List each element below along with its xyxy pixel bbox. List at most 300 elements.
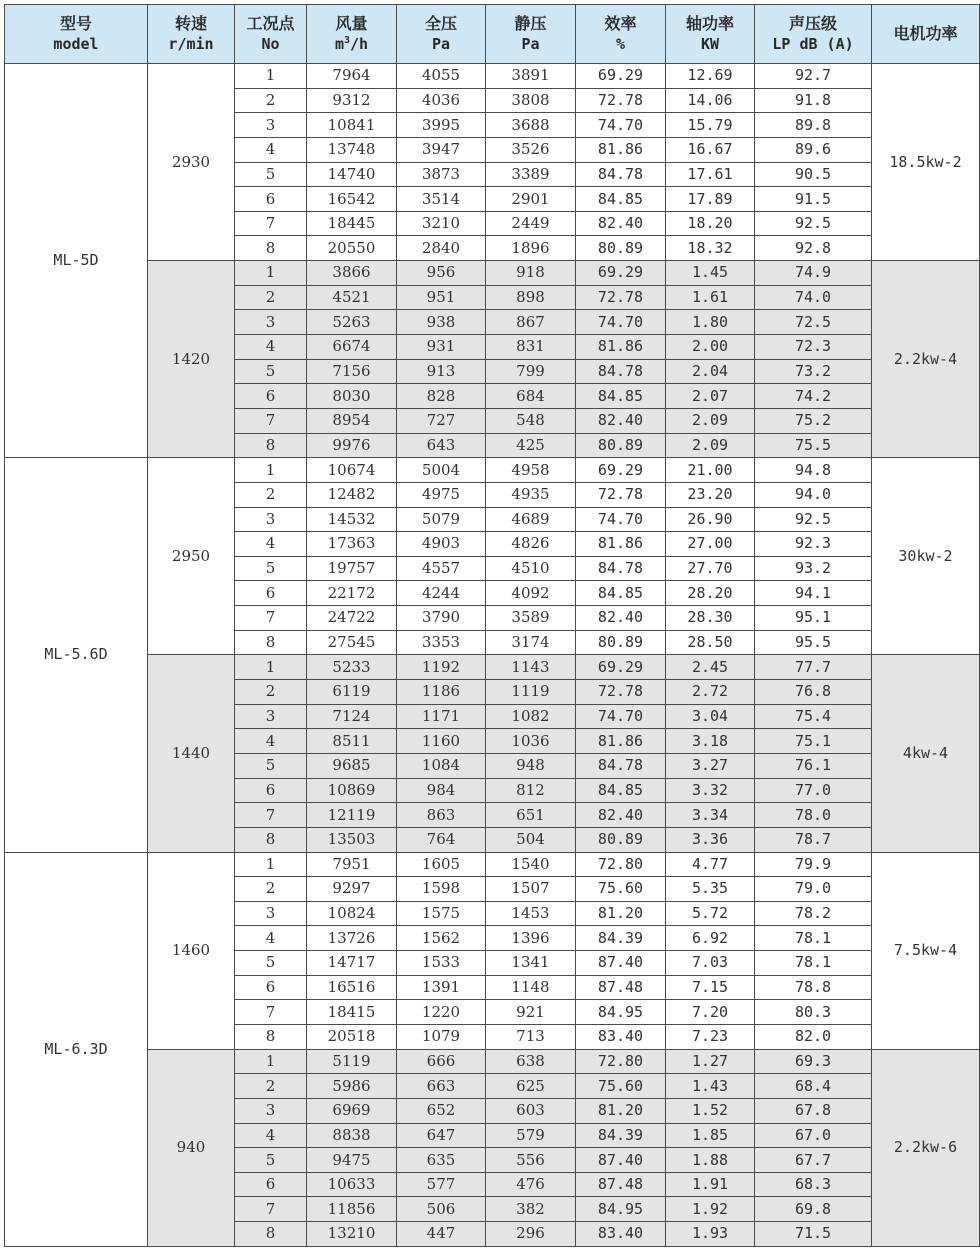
no-cell: 3	[235, 507, 307, 532]
sound-level-cell: 79.9	[755, 852, 872, 877]
sound-level-cell: 78.2	[755, 901, 872, 926]
flow-cell: 8954	[307, 408, 397, 433]
static-pressure-cell: 918	[486, 261, 576, 286]
static-pressure-cell: 579	[486, 1123, 576, 1148]
no-cell: 2	[235, 482, 307, 507]
sound-level-cell: 68.3	[755, 1172, 872, 1197]
flow-cell: 16516	[307, 975, 397, 1000]
sound-level-cell: 92.7	[755, 64, 872, 89]
no-cell: 3	[235, 113, 307, 138]
sound-level-cell: 72.3	[755, 335, 872, 360]
total-pressure-cell: 1598	[397, 877, 486, 902]
sound-level-cell: 73.2	[755, 359, 872, 384]
no-cell: 2	[235, 877, 307, 902]
total-pressure-cell: 727	[397, 408, 486, 433]
static-pressure-cell: 476	[486, 1172, 576, 1197]
efficiency-cell: 74.70	[576, 310, 666, 335]
efficiency-cell: 75.60	[576, 1074, 666, 1099]
efficiency-cell: 84.85	[576, 581, 666, 606]
total-pressure-cell: 931	[397, 335, 486, 360]
total-pressure-cell: 647	[397, 1123, 486, 1148]
static-pressure-cell: 556	[486, 1148, 576, 1173]
table-row	[5, 458, 980, 483]
flow-cell: 8511	[307, 729, 397, 754]
no-cell: 1	[235, 852, 307, 877]
flow-cell: 27545	[307, 630, 397, 655]
static-pressure-cell: 4958	[486, 458, 576, 483]
static-pressure-cell: 1507	[486, 877, 576, 902]
header-sp-en: Pa	[521, 35, 540, 53]
sound-level-cell: 77.7	[755, 655, 872, 680]
header-motor-cn: 电机功率	[893, 24, 958, 43]
shaft-power-cell: 1.85	[666, 1123, 755, 1148]
sound-level-cell: 75.2	[755, 408, 872, 433]
no-cell: 8	[235, 630, 307, 655]
no-cell: 6	[235, 187, 307, 212]
no-cell: 8	[235, 433, 307, 458]
total-pressure-cell: 635	[397, 1148, 486, 1173]
flow-cell: 8838	[307, 1123, 397, 1148]
no-cell: 6	[235, 1172, 307, 1197]
shaft-power-cell: 17.89	[666, 187, 755, 212]
header-row	[5, 5, 980, 64]
flow-cell: 6674	[307, 335, 397, 360]
sound-level-cell: 92.5	[755, 211, 872, 236]
efficiency-cell: 87.40	[576, 951, 666, 976]
efficiency-cell: 80.89	[576, 236, 666, 261]
flow-cell: 5119	[307, 1049, 397, 1074]
no-cell: 5	[235, 162, 307, 187]
fan-performance-table	[4, 4, 980, 1247]
shaft-power-cell: 28.20	[666, 581, 755, 606]
table-row	[5, 852, 980, 877]
static-pressure-cell: 867	[486, 310, 576, 335]
sound-level-cell: 80.3	[755, 1000, 872, 1025]
no-cell: 4	[235, 1123, 307, 1148]
total-pressure-cell: 3790	[397, 606, 486, 631]
efficiency-cell: 69.29	[576, 261, 666, 286]
efficiency-cell: 87.40	[576, 1148, 666, 1173]
shaft-power-cell: 3.36	[666, 827, 755, 852]
shaft-power-cell: 7.20	[666, 1000, 755, 1025]
header-eff-cn: 效率	[604, 14, 637, 33]
flow-cell: 14717	[307, 951, 397, 976]
shaft-power-cell: 17.61	[666, 162, 755, 187]
sound-level-cell: 92.8	[755, 236, 872, 261]
header-sound-level	[755, 5, 872, 64]
sound-level-cell: 76.1	[755, 753, 872, 778]
efficiency-cell: 72.78	[576, 482, 666, 507]
efficiency-cell: 80.89	[576, 433, 666, 458]
shaft-power-cell: 2.09	[666, 433, 755, 458]
flow-cell: 5233	[307, 655, 397, 680]
efficiency-cell: 84.39	[576, 926, 666, 951]
shaft-power-cell: 1.93	[666, 1222, 755, 1247]
efficiency-cell: 72.78	[576, 285, 666, 310]
flow-cell: 6969	[307, 1098, 397, 1123]
no-cell: 3	[235, 310, 307, 335]
sound-level-cell: 82.0	[755, 1024, 872, 1049]
efficiency-cell: 81.86	[576, 137, 666, 162]
flow-cell: 12482	[307, 482, 397, 507]
no-cell: 4	[235, 729, 307, 754]
shaft-power-cell: 2.04	[666, 359, 755, 384]
flow-cell: 9312	[307, 88, 397, 113]
shaft-power-cell: 2.07	[666, 384, 755, 409]
total-pressure-cell: 5004	[397, 458, 486, 483]
static-pressure-cell: 1453	[486, 901, 576, 926]
efficiency-cell: 69.29	[576, 655, 666, 680]
sound-level-cell: 75.1	[755, 729, 872, 754]
total-pressure-cell: 663	[397, 1074, 486, 1099]
table-row	[5, 1049, 980, 1074]
no-cell: 7	[235, 1197, 307, 1222]
sound-level-cell: 78.0	[755, 803, 872, 828]
total-pressure-cell: 3210	[397, 211, 486, 236]
total-pressure-cell: 2840	[397, 236, 486, 261]
flow-cell: 10841	[307, 113, 397, 138]
sound-level-cell: 68.4	[755, 1074, 872, 1099]
header-model-cn: 型号	[59, 14, 92, 33]
sound-level-cell: 89.8	[755, 113, 872, 138]
shaft-power-cell: 1.43	[666, 1074, 755, 1099]
efficiency-cell: 80.89	[576, 827, 666, 852]
motor-power-cell: 2.2kw-4	[872, 261, 980, 458]
total-pressure-cell: 1192	[397, 655, 486, 680]
total-pressure-cell: 1084	[397, 753, 486, 778]
header-static-pressure	[486, 5, 576, 64]
shaft-power-cell: 1.27	[666, 1049, 755, 1074]
static-pressure-cell: 3174	[486, 630, 576, 655]
header-efficiency	[576, 5, 666, 64]
total-pressure-cell: 1171	[397, 704, 486, 729]
efficiency-cell: 84.85	[576, 778, 666, 803]
efficiency-cell: 72.80	[576, 1049, 666, 1074]
efficiency-cell: 81.86	[576, 335, 666, 360]
shaft-power-cell: 1.52	[666, 1098, 755, 1123]
header-no-en: No	[261, 35, 280, 53]
efficiency-cell: 84.85	[576, 384, 666, 409]
no-cell: 1	[235, 458, 307, 483]
shaft-power-cell: 2.09	[666, 408, 755, 433]
efficiency-cell: 81.20	[576, 901, 666, 926]
static-pressure-cell: 831	[486, 335, 576, 360]
table-body	[5, 64, 980, 1247]
shaft-power-cell: 21.00	[666, 458, 755, 483]
total-pressure-cell: 984	[397, 778, 486, 803]
total-pressure-cell: 577	[397, 1172, 486, 1197]
static-pressure-cell: 3688	[486, 113, 576, 138]
static-pressure-cell: 603	[486, 1098, 576, 1123]
efficiency-cell: 84.39	[576, 1123, 666, 1148]
efficiency-cell: 69.29	[576, 64, 666, 89]
no-cell: 6	[235, 581, 307, 606]
flow-cell: 10674	[307, 458, 397, 483]
header-motor-power	[872, 5, 980, 64]
flow-cell: 13503	[307, 827, 397, 852]
efficiency-cell: 81.86	[576, 532, 666, 557]
header-shaft-power	[666, 5, 755, 64]
static-pressure-cell: 898	[486, 285, 576, 310]
shaft-power-cell: 5.35	[666, 877, 755, 902]
motor-power-cell: 2.2kw-6	[872, 1049, 980, 1246]
no-cell: 7	[235, 211, 307, 236]
no-cell: 3	[235, 1098, 307, 1123]
header-db-en: LP dB (A)	[772, 35, 854, 53]
sound-level-cell: 71.5	[755, 1222, 872, 1247]
header-sp-cn: 静压	[514, 14, 547, 33]
flow-cell: 17363	[307, 532, 397, 557]
flow-cell: 7951	[307, 852, 397, 877]
flow-cell: 13748	[307, 137, 397, 162]
total-pressure-cell: 1562	[397, 926, 486, 951]
total-pressure-cell: 3353	[397, 630, 486, 655]
efficiency-cell: 72.80	[576, 852, 666, 877]
flow-cell: 9685	[307, 753, 397, 778]
header-db-cn: 声压级	[788, 14, 837, 33]
no-cell: 3	[235, 704, 307, 729]
efficiency-cell: 74.70	[576, 704, 666, 729]
total-pressure-cell: 1186	[397, 680, 486, 705]
no-cell: 7	[235, 803, 307, 828]
shaft-power-cell: 3.27	[666, 753, 755, 778]
sound-level-cell: 69.3	[755, 1049, 872, 1074]
static-pressure-cell: 799	[486, 359, 576, 384]
rpm-cell: 1460	[148, 852, 235, 1049]
total-pressure-cell: 956	[397, 261, 486, 286]
sound-level-cell: 75.5	[755, 433, 872, 458]
static-pressure-cell: 948	[486, 753, 576, 778]
no-cell: 8	[235, 1024, 307, 1049]
efficiency-cell: 82.40	[576, 408, 666, 433]
sound-level-cell: 93.2	[755, 556, 872, 581]
rpm-cell: 2930	[148, 64, 235, 261]
total-pressure-cell: 643	[397, 433, 486, 458]
efficiency-cell: 74.70	[576, 113, 666, 138]
efficiency-cell: 74.70	[576, 507, 666, 532]
header-rpm	[148, 5, 235, 64]
sound-level-cell: 78.1	[755, 951, 872, 976]
header-operating-point	[235, 5, 307, 64]
header-flow-unit-post: /h	[350, 35, 369, 53]
header-no-cn: 工况点	[246, 14, 295, 33]
static-pressure-cell: 1119	[486, 680, 576, 705]
static-pressure-cell: 1143	[486, 655, 576, 680]
shaft-power-cell: 3.18	[666, 729, 755, 754]
no-cell: 6	[235, 975, 307, 1000]
static-pressure-cell: 713	[486, 1024, 576, 1049]
no-cell: 1	[235, 655, 307, 680]
flow-cell: 18415	[307, 1000, 397, 1025]
static-pressure-cell: 1341	[486, 951, 576, 976]
total-pressure-cell: 652	[397, 1098, 486, 1123]
flow-cell: 10869	[307, 778, 397, 803]
sound-level-cell: 95.5	[755, 630, 872, 655]
flow-cell: 24722	[307, 606, 397, 631]
shaft-power-cell: 2.00	[666, 335, 755, 360]
total-pressure-cell: 828	[397, 384, 486, 409]
rpm-cell: 940	[148, 1049, 235, 1246]
shaft-power-cell: 5.72	[666, 901, 755, 926]
efficiency-cell: 72.78	[576, 88, 666, 113]
no-cell: 6	[235, 384, 307, 409]
shaft-power-cell: 23.20	[666, 482, 755, 507]
table-row	[5, 655, 980, 680]
no-cell: 2	[235, 285, 307, 310]
flow-cell: 12119	[307, 803, 397, 828]
efficiency-cell: 84.78	[576, 359, 666, 384]
header-flow-unit-sup: 3	[343, 35, 350, 46]
static-pressure-cell: 1896	[486, 236, 576, 261]
static-pressure-cell: 625	[486, 1074, 576, 1099]
sound-level-cell: 94.0	[755, 482, 872, 507]
table-row	[5, 64, 980, 89]
total-pressure-cell: 5079	[397, 507, 486, 532]
efficiency-cell: 84.78	[576, 556, 666, 581]
efficiency-cell: 87.48	[576, 1172, 666, 1197]
rpm-cell: 2950	[148, 458, 235, 655]
no-cell: 5	[235, 1148, 307, 1173]
no-cell: 2	[235, 88, 307, 113]
static-pressure-cell: 3589	[486, 606, 576, 631]
flow-cell: 20550	[307, 236, 397, 261]
sound-level-cell: 74.0	[755, 285, 872, 310]
sound-level-cell: 77.0	[755, 778, 872, 803]
static-pressure-cell: 382	[486, 1197, 576, 1222]
total-pressure-cell: 1533	[397, 951, 486, 976]
static-pressure-cell: 638	[486, 1049, 576, 1074]
header-tp-en: Pa	[431, 35, 451, 53]
flow-cell: 3866	[307, 261, 397, 286]
shaft-power-cell: 7.23	[666, 1024, 755, 1049]
static-pressure-cell: 504	[486, 827, 576, 852]
total-pressure-cell: 764	[397, 827, 486, 852]
efficiency-cell: 81.86	[576, 729, 666, 754]
shaft-power-cell: 1.80	[666, 310, 755, 335]
total-pressure-cell: 938	[397, 310, 486, 335]
total-pressure-cell: 951	[397, 285, 486, 310]
total-pressure-cell: 4975	[397, 482, 486, 507]
static-pressure-cell: 3808	[486, 88, 576, 113]
sound-level-cell: 91.8	[755, 88, 872, 113]
shaft-power-cell: 2.72	[666, 680, 755, 705]
no-cell: 4	[235, 532, 307, 557]
total-pressure-cell: 3995	[397, 113, 486, 138]
total-pressure-cell: 447	[397, 1222, 486, 1247]
sound-level-cell: 67.8	[755, 1098, 872, 1123]
shaft-power-cell: 12.69	[666, 64, 755, 89]
flow-cell: 13210	[307, 1222, 397, 1247]
shaft-power-cell: 27.00	[666, 532, 755, 557]
no-cell: 5	[235, 951, 307, 976]
no-cell: 3	[235, 901, 307, 926]
shaft-power-cell: 14.06	[666, 88, 755, 113]
total-pressure-cell: 1160	[397, 729, 486, 754]
efficiency-cell: 81.20	[576, 1098, 666, 1123]
total-pressure-cell: 666	[397, 1049, 486, 1074]
efficiency-cell: 87.48	[576, 975, 666, 1000]
table-row	[5, 261, 980, 286]
header-kw-en: KW	[700, 35, 720, 53]
efficiency-cell: 75.60	[576, 877, 666, 902]
no-cell: 5	[235, 556, 307, 581]
no-cell: 8	[235, 236, 307, 261]
flow-cell: 19757	[307, 556, 397, 581]
total-pressure-cell: 4244	[397, 581, 486, 606]
sound-level-cell: 91.5	[755, 187, 872, 212]
model-cell: ML-6.3D	[5, 852, 148, 1246]
static-pressure-cell: 4510	[486, 556, 576, 581]
flow-cell: 8030	[307, 384, 397, 409]
static-pressure-cell: 1396	[486, 926, 576, 951]
flow-cell: 7156	[307, 359, 397, 384]
static-pressure-cell: 1082	[486, 704, 576, 729]
shaft-power-cell: 3.04	[666, 704, 755, 729]
static-pressure-cell: 812	[486, 778, 576, 803]
total-pressure-cell: 1079	[397, 1024, 486, 1049]
no-cell: 1	[235, 1049, 307, 1074]
sound-level-cell: 74.2	[755, 384, 872, 409]
header-model-en: model	[53, 35, 99, 53]
efficiency-cell: 80.89	[576, 630, 666, 655]
header-eff-en: %	[615, 35, 626, 53]
static-pressure-cell: 548	[486, 408, 576, 433]
flow-cell: 10633	[307, 1172, 397, 1197]
sound-level-cell: 75.4	[755, 704, 872, 729]
sound-level-cell: 78.8	[755, 975, 872, 1000]
total-pressure-cell: 913	[397, 359, 486, 384]
no-cell: 7	[235, 606, 307, 631]
no-cell: 4	[235, 335, 307, 360]
sound-level-cell: 76.8	[755, 680, 872, 705]
static-pressure-cell: 4826	[486, 532, 576, 557]
motor-power-cell: 7.5kw-4	[872, 852, 980, 1049]
shaft-power-cell: 28.50	[666, 630, 755, 655]
static-pressure-cell: 921	[486, 1000, 576, 1025]
flow-cell: 13726	[307, 926, 397, 951]
shaft-power-cell: 28.30	[666, 606, 755, 631]
flow-cell: 7124	[307, 704, 397, 729]
efficiency-cell: 82.40	[576, 803, 666, 828]
total-pressure-cell: 3873	[397, 162, 486, 187]
flow-cell: 18445	[307, 211, 397, 236]
sound-level-cell: 89.6	[755, 137, 872, 162]
sound-level-cell: 90.5	[755, 162, 872, 187]
flow-cell: 10824	[307, 901, 397, 926]
flow-cell: 4521	[307, 285, 397, 310]
header-flow-cn: 风量	[335, 14, 368, 33]
no-cell: 6	[235, 778, 307, 803]
flow-cell: 9297	[307, 877, 397, 902]
flow-cell: 14532	[307, 507, 397, 532]
shaft-power-cell: 7.03	[666, 951, 755, 976]
shaft-power-cell: 7.15	[666, 975, 755, 1000]
static-pressure-cell: 3891	[486, 64, 576, 89]
sound-level-cell: 67.7	[755, 1148, 872, 1173]
shaft-power-cell: 15.79	[666, 113, 755, 138]
sound-level-cell: 95.1	[755, 606, 872, 631]
static-pressure-cell: 3389	[486, 162, 576, 187]
flow-cell: 16542	[307, 187, 397, 212]
sound-level-cell: 78.7	[755, 827, 872, 852]
flow-cell: 11856	[307, 1197, 397, 1222]
efficiency-cell: 84.95	[576, 1197, 666, 1222]
static-pressure-cell: 3526	[486, 137, 576, 162]
shaft-power-cell: 1.88	[666, 1148, 755, 1173]
no-cell: 4	[235, 926, 307, 951]
shaft-power-cell: 6.92	[666, 926, 755, 951]
efficiency-cell: 83.40	[576, 1024, 666, 1049]
